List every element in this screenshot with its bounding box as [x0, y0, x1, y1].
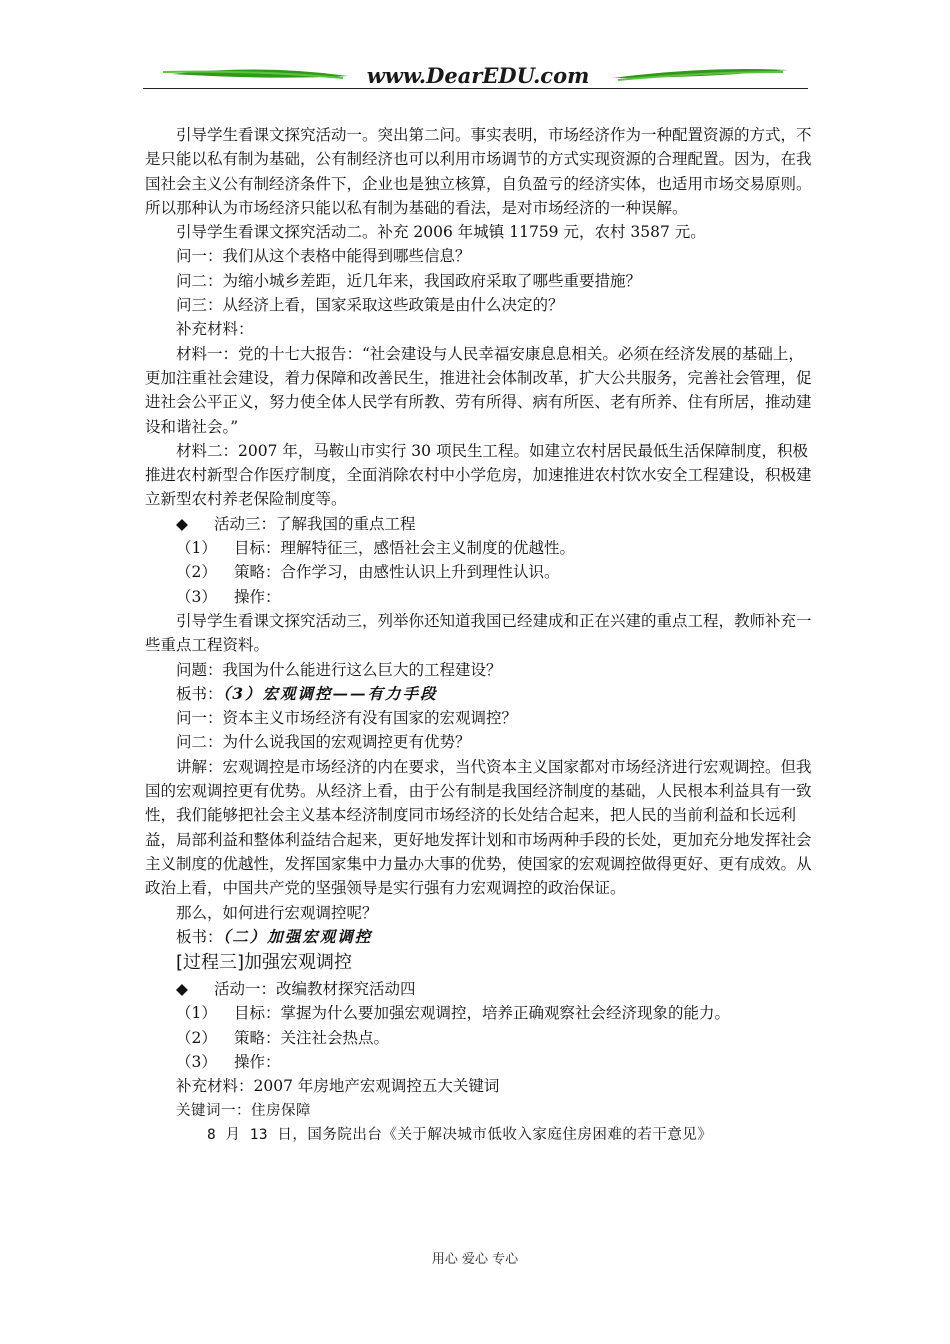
list-item — [145, 585, 817, 609]
activity-one-title: 活动一：改编教材探究活动四 — [214, 980, 416, 999]
board-label: 板书： — [176, 927, 223, 946]
list-number: （1） — [176, 1004, 217, 1023]
paragraph-intro: 引导学生看课文探究活动一。突出第二问。事实表明，市场经济作为一种配置资源的方式，不是只能以私有制为基础，公有制经济也可以利用市场调节的方式实现资源的合理配置。因为，在我国社会主义公有制经济条件下，企业也是独立核算，自负盈亏的经济实体，也适用市场交易原则。所以那种认为市场经济只能以私有制为基础的看法，是对市场经济的一种误解。 — [145, 126, 812, 217]
board-title: （二）加强宏观调控 — [222, 926, 373, 946]
question-projects: 问题：我国为什么能进行这么巨大的工程建设？ — [176, 660, 502, 679]
header-divider — [143, 88, 808, 89]
list-number: （2） — [176, 1028, 217, 1047]
question-one: 问一：我们从这个表格中能得到哪些信息？ — [176, 247, 471, 266]
keyword-one-detail: 8 月 13 日，国务院出台《关于解决城市低收入家庭住房困难的若干意见》 — [207, 1126, 713, 1143]
section-heading: [过程三]加强宏观调控 — [176, 952, 353, 974]
document-body — [145, 123, 817, 1147]
list-text: 目标：理解特征三，感悟社会主义制度的优越性。 — [234, 539, 576, 558]
activity-three-heading — [145, 512, 817, 536]
supplement-label: 补充材料： — [176, 320, 254, 339]
paragraph-activity-three: 引导学生看课文探究活动三，列举你还知道我国已经建成和正在兴建的重点工程，教师补充一些重点工程资料。 — [145, 611, 812, 655]
page-footer: 用心 爱心 专心 — [431, 1252, 519, 1267]
list-item — [145, 560, 817, 584]
list-text: 操作： — [234, 587, 281, 606]
site-header-logo — [143, 60, 808, 90]
transition-question: 那么，如何进行宏观调控呢？ — [176, 903, 378, 922]
question-three: 问三：从经济上看，国家采取这些政策是由什么决定的？ — [176, 296, 564, 315]
list-item — [145, 1001, 817, 1025]
list-text: 策略：合作学习，由感性认识上升到理性认识。 — [234, 563, 560, 582]
list-text: 操作： — [234, 1052, 281, 1071]
board-note-one — [145, 682, 817, 706]
list-number: （3） — [176, 587, 217, 606]
list-number: （3） — [176, 1052, 217, 1071]
list-number: （2） — [176, 563, 217, 582]
explanation-paragraph: 讲解：宏观调控是市场经济的内在要求，当代资本主义国家都对市场经济进行宏观调控。但我国的宏观调控更有优势。从经济上看，由于公有制是我国经济制度的基础，人民根本利益具有一致性，我们能够把社会主义基本经济制度同市场经济的长处结合起来，把人民的当前利益和长远利益，局部利益和整体利益结合起来，更好地发挥计划和市场两种手段的长处，更加充分地发挥社会主义制度的优越性，发挥国家集中力量办大事的优势，使国家的宏观调控做得更好、更有成效。从政治上看，中国共产党的坚强领导是实行强有力宏观调控的政治保证。 — [145, 757, 812, 898]
paragraph-activity-two: 引导学生看课文探究活动二。补充 2006 年城镇 11759 元，农村 3587 元。 — [176, 223, 706, 242]
diamond-bullet-icon: ◆ — [176, 980, 188, 999]
question-advantage: 问二：为什么说我国的宏观调控更有优势？ — [176, 733, 471, 752]
question-two: 问二：为缩小城乡差距，近几年来，我国政府采取了哪些重要措施？ — [176, 271, 642, 290]
question-capitalism: 问一：资本主义市场经济有没有国家的宏观调控？ — [176, 709, 518, 728]
material-one: 材料一：党的十七大报告：“社会建设与人民幸福安康息息相关。必须在经济发展的基础上，更加注重社会建设，着力保障和改善民生，推进社会体制改革，扩大公共服务，完善社会管理，促进社会公平正义，努力使全体人民学有所教、劳有所得、病有所医、老有所养、住有所居，推动建设和谐社会。” — [145, 344, 812, 436]
list-text: 目标：掌握为什么要加强宏观调控，培养正确观察社会经济现象的能力。 — [234, 1004, 731, 1023]
board-label: 板书： — [176, 684, 223, 703]
keyword-one: 关键词一：住房保障 — [176, 1102, 311, 1119]
board-title: （3）宏观调控——有力手段 — [222, 683, 438, 703]
site-url-text: www.DearEDU.com — [366, 63, 590, 88]
list-item — [145, 1026, 817, 1050]
material-two: 材料二：2007 年，马鞍山市实行 30 项民生工程。如建立农村居民最低生活保障制度，积极推进农村新型合作医疗制度，全面消除农村中小学危房，加速推进农村饮水安全工程建设，积极建立新型农村养老保险制度等。 — [145, 441, 812, 509]
activity-one-heading — [145, 977, 817, 1001]
activity-three-title: 活动三：了解我国的重点工程 — [214, 514, 416, 533]
list-text: 策略：关注社会热点。 — [234, 1028, 390, 1047]
list-item — [145, 536, 817, 560]
supplement-keywords: 补充材料：2007 年房地产宏观调控五大关键词 — [176, 1077, 500, 1096]
header-swoosh-graphic — [143, 60, 808, 90]
list-number: （1） — [176, 539, 217, 558]
list-item — [145, 1050, 817, 1074]
diamond-bullet-icon: ◆ — [176, 514, 188, 533]
board-note-two — [145, 925, 817, 949]
